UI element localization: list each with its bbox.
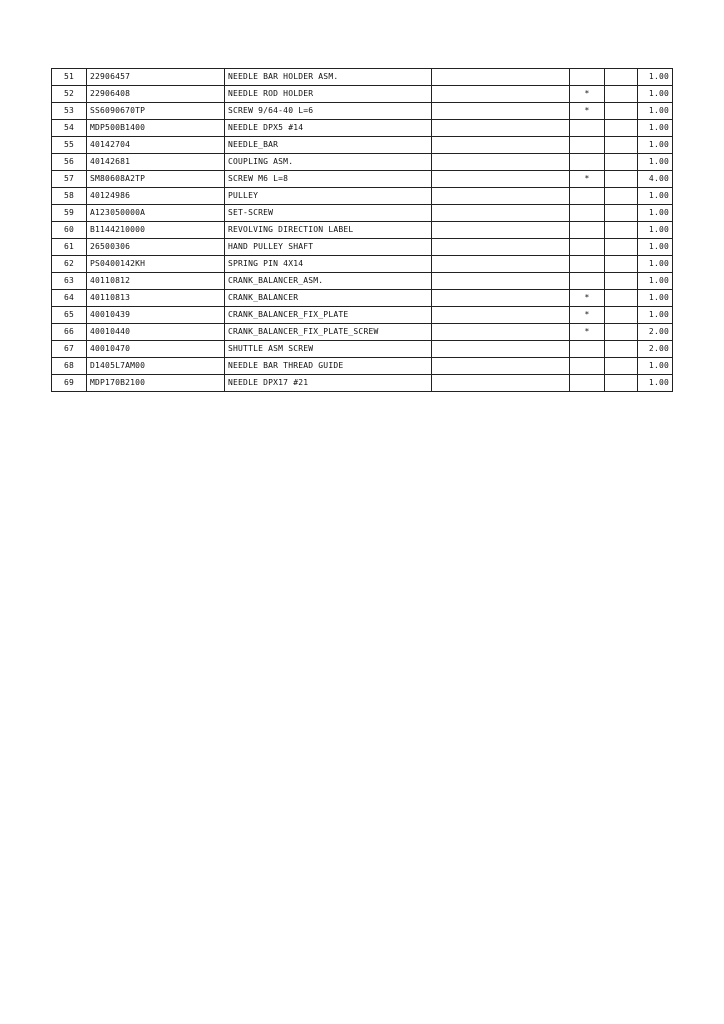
table-row [52,290,673,307]
item-number-cell: 64 [52,290,87,307]
marker-cell [570,120,605,137]
table-row [52,120,673,137]
empty-cell [605,103,638,120]
empty-cell [605,171,638,188]
table-row [52,341,673,358]
empty-cell [432,188,570,205]
quantity-cell: 2.00 [638,341,673,358]
table-row [52,171,673,188]
part-number-cell: D1405L7AM00 [87,358,225,375]
empty-cell [605,273,638,290]
table-row [52,103,673,120]
empty-cell [605,358,638,375]
marker-cell: * [570,171,605,188]
part-number-cell: MDP500B1400 [87,120,225,137]
part-number-cell: 40110813 [87,290,225,307]
part-number-cell: 40142704 [87,137,225,154]
item-number-cell: 62 [52,256,87,273]
marker-cell: * [570,307,605,324]
empty-cell [432,205,570,222]
table-row [52,273,673,290]
item-number-cell: 61 [52,239,87,256]
quantity-cell: 1.00 [638,239,673,256]
part-number-cell: 26500306 [87,239,225,256]
description-cell: REVOLVING DIRECTION LABEL [225,222,432,239]
empty-cell [605,256,638,273]
item-number-cell: 51 [52,69,87,86]
empty-cell [432,290,570,307]
part-number-cell: 40110812 [87,273,225,290]
empty-cell [432,307,570,324]
quantity-cell: 2.00 [638,324,673,341]
description-cell: NEEDLE BAR HOLDER ASM. [225,69,432,86]
empty-cell [605,307,638,324]
marker-cell [570,137,605,154]
item-number-cell: 69 [52,375,87,392]
quantity-cell: 1.00 [638,154,673,171]
description-cell: NEEDLE DPX5 #14 [225,120,432,137]
item-number-cell: 63 [52,273,87,290]
part-number-cell: 40010470 [87,341,225,358]
quantity-cell: 1.00 [638,358,673,375]
marker-cell [570,375,605,392]
description-cell: PULLEY [225,188,432,205]
item-number-cell: 65 [52,307,87,324]
empty-cell [605,120,638,137]
empty-cell [605,290,638,307]
description-cell: SCREW 9/64-40 L=6 [225,103,432,120]
marker-cell: * [570,290,605,307]
description-cell: SHUTTLE ASM SCREW [225,341,432,358]
marker-cell: * [570,103,605,120]
quantity-cell: 1.00 [638,103,673,120]
empty-cell [605,222,638,239]
part-number-cell: A123050000A [87,205,225,222]
empty-cell [432,171,570,188]
table-row [52,324,673,341]
parts-list-page [51,68,673,392]
quantity-cell: 1.00 [638,256,673,273]
quantity-cell: 1.00 [638,290,673,307]
part-number-cell: 40124986 [87,188,225,205]
description-cell: NEEDLE BAR THREAD GUIDE [225,358,432,375]
parts-table [51,68,673,392]
empty-cell [432,239,570,256]
item-number-cell: 55 [52,137,87,154]
table-row [52,222,673,239]
quantity-cell: 1.00 [638,205,673,222]
marker-cell [570,69,605,86]
table-row [52,188,673,205]
quantity-cell: 1.00 [638,86,673,103]
parts-table-body [52,69,673,392]
table-row [52,256,673,273]
empty-cell [432,341,570,358]
description-cell: SET-SCREW [225,205,432,222]
empty-cell [432,103,570,120]
empty-cell [432,69,570,86]
description-cell: COUPLING ASM. [225,154,432,171]
part-number-cell: 22906457 [87,69,225,86]
empty-cell [605,375,638,392]
quantity-cell: 1.00 [638,273,673,290]
empty-cell [432,324,570,341]
marker-cell: * [570,86,605,103]
marker-cell [570,222,605,239]
empty-cell [432,273,570,290]
empty-cell [605,154,638,171]
quantity-cell: 1.00 [638,188,673,205]
marker-cell [570,256,605,273]
empty-cell [432,86,570,103]
description-cell: SCREW M6 L=8 [225,171,432,188]
marker-cell [570,273,605,290]
description-cell: HAND PULLEY SHAFT [225,239,432,256]
item-number-cell: 60 [52,222,87,239]
marker-cell: * [570,324,605,341]
description-cell: SPRING PIN 4X14 [225,256,432,273]
marker-cell [570,154,605,171]
quantity-cell: 1.00 [638,137,673,154]
empty-cell [605,324,638,341]
table-row [52,86,673,103]
quantity-cell: 1.00 [638,375,673,392]
item-number-cell: 54 [52,120,87,137]
table-row [52,137,673,154]
description-cell: CRANK_BALANCER_FIX_PLATE [225,307,432,324]
part-number-cell: SS6090670TP [87,103,225,120]
empty-cell [605,205,638,222]
part-number-cell: B1144210000 [87,222,225,239]
empty-cell [432,222,570,239]
item-number-cell: 67 [52,341,87,358]
marker-cell [570,205,605,222]
item-number-cell: 59 [52,205,87,222]
description-cell: NEEDLE_BAR [225,137,432,154]
item-number-cell: 57 [52,171,87,188]
table-row [52,154,673,171]
table-row [52,307,673,324]
part-number-cell: SM80608A2TP [87,171,225,188]
item-number-cell: 56 [52,154,87,171]
quantity-cell: 1.00 [638,307,673,324]
part-number-cell: 40010439 [87,307,225,324]
item-number-cell: 53 [52,103,87,120]
part-number-cell: PS0400142KH [87,256,225,273]
description-cell: NEEDLE DPX17 #21 [225,375,432,392]
part-number-cell: 40010440 [87,324,225,341]
table-row [52,69,673,86]
empty-cell [432,375,570,392]
quantity-cell: 4.00 [638,171,673,188]
quantity-cell: 1.00 [638,69,673,86]
empty-cell [605,341,638,358]
marker-cell [570,239,605,256]
empty-cell [605,239,638,256]
empty-cell [432,120,570,137]
table-row [52,205,673,222]
table-row [52,358,673,375]
description-cell: NEEDLE ROD HOLDER [225,86,432,103]
quantity-cell: 1.00 [638,120,673,137]
empty-cell [605,86,638,103]
empty-cell [432,154,570,171]
item-number-cell: 52 [52,86,87,103]
description-cell: CRANK_BALANCER_ASM. [225,273,432,290]
quantity-cell: 1.00 [638,222,673,239]
marker-cell [570,341,605,358]
item-number-cell: 68 [52,358,87,375]
part-number-cell: MDP170B2100 [87,375,225,392]
part-number-cell: 22906408 [87,86,225,103]
empty-cell [432,137,570,154]
table-row [52,375,673,392]
empty-cell [432,256,570,273]
description-cell: CRANK_BALANCER [225,290,432,307]
marker-cell [570,358,605,375]
item-number-cell: 66 [52,324,87,341]
empty-cell [605,137,638,154]
empty-cell [605,188,638,205]
marker-cell [570,188,605,205]
item-number-cell: 58 [52,188,87,205]
empty-cell [432,358,570,375]
table-row [52,239,673,256]
empty-cell [605,69,638,86]
part-number-cell: 40142681 [87,154,225,171]
description-cell: CRANK_BALANCER_FIX_PLATE_SCREW [225,324,432,341]
